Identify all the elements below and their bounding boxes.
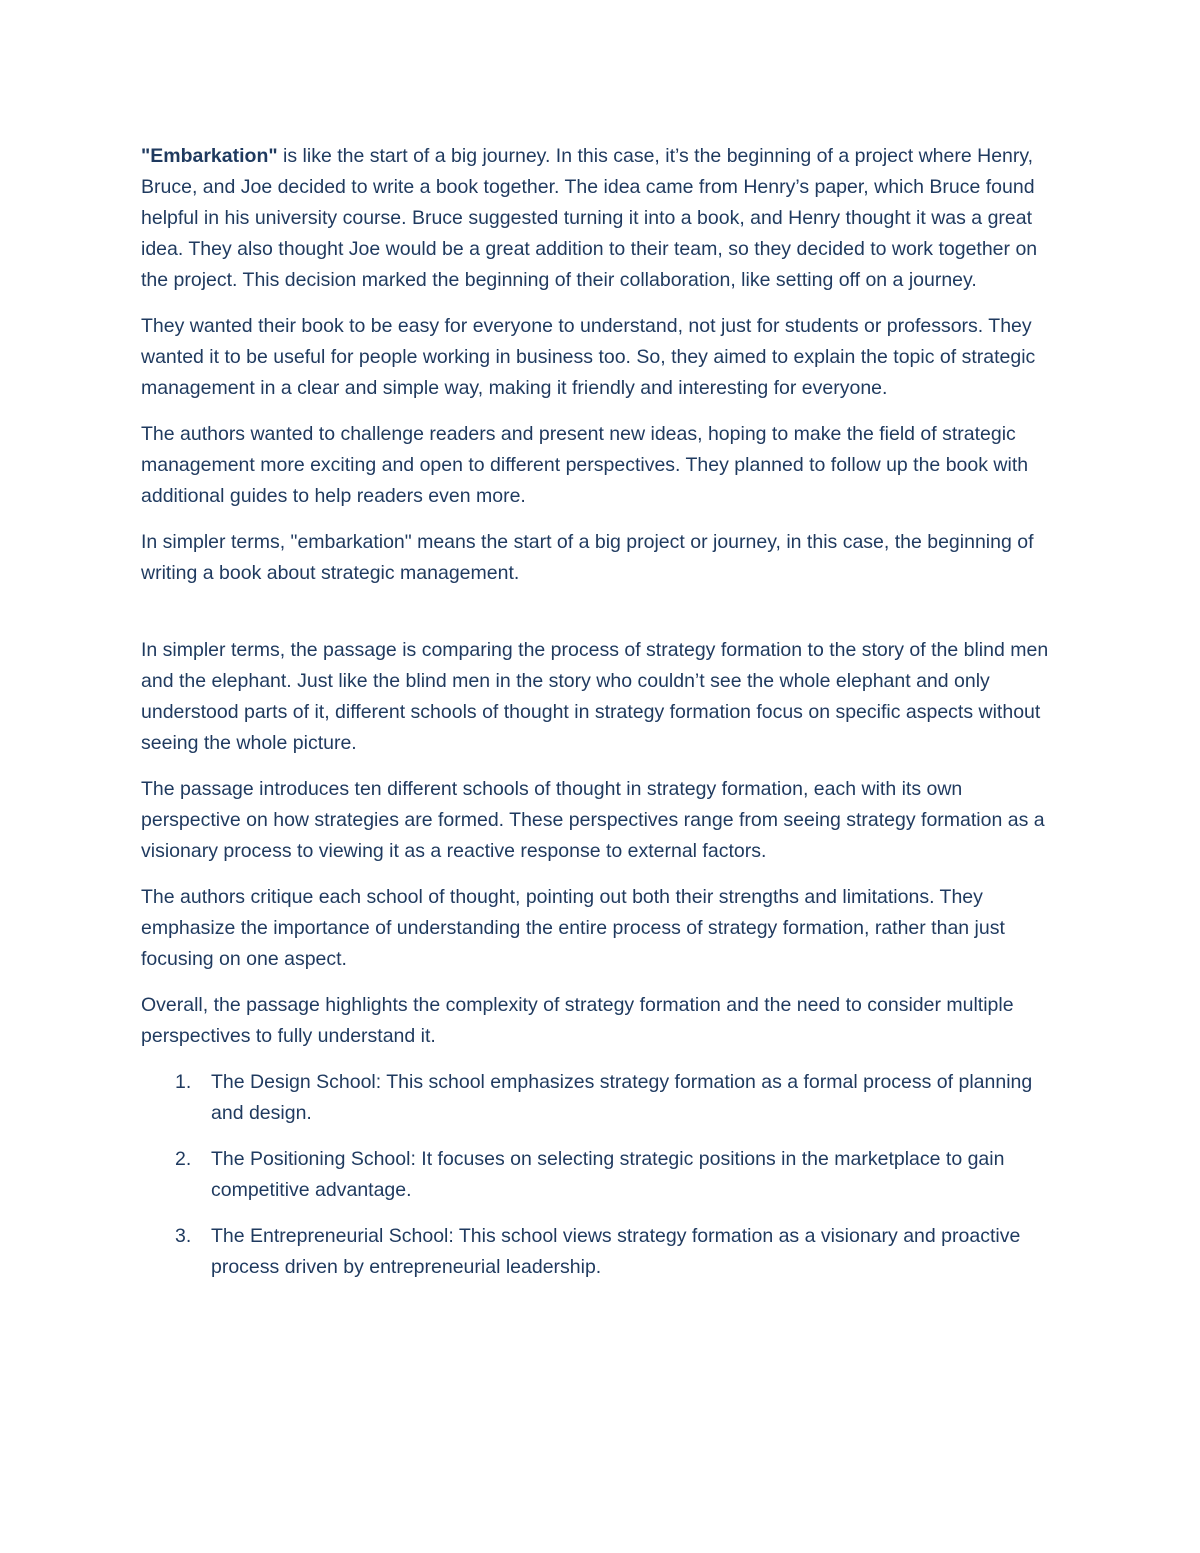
paragraph-blind-men-elephant: In simpler terms, the passage is comparing the process of strategy formation to the story of the blind men and the elephant. Just like the blind men in the story who couldn’t see the whole elephant and only understood parts of it, different schools of thought in strategy formation focus on specific aspects without seeing the whole picture. [141,639,1049,754]
list-number: 2. [175,1148,192,1170]
paragraph-embarkation-summary: In simpler terms, "embarkation" means the start of a big project or journey, in this case, the beginning of writing a book about strategic management. [141,531,1034,584]
list-item-text: The Design School: This school emphasizes strategy formation as a formal process of planning and design. [211,1071,1033,1124]
document-page [141,141,1061,1298]
paragraph-text: is like the start of a big journey. In this case, it’s the beginning of a project where Henry, Bruce, and Joe decided to write a book together. The idea came from Henry’s paper, which Bruce found helpful in his university course. Bruce suggested turning it into a book, and Henry thought it was a great idea. They also thought Joe would be a great addition to their team, so they decided to work together on the project. This decision marked the beginning of their collaboration, like setting off on a journey. [141,145,1038,291]
paragraph-challenge-readers: The authors wanted to challenge readers and present new ideas, hoping to make the field of strategic management more exciting and open to different perspectives. They planned to follow up the book with additional guides to help readers even more. [141,423,1029,507]
paragraph-critique: The authors critique each school of thought, pointing out both their strengths and limitations. They emphasize the importance of understanding the entire process of strategy formation, rather than just focusing on one aspect. [141,886,1005,970]
paragraph-audience: They wanted their book to be easy for everyone to understand, not just for students or professors. They wanted it to be useful for people working in business too. So, they aimed to explain the topic of strategic management in a clear and simple way, making it friendly and interesting for everyone. [141,315,1036,399]
schools-list [141,1067,1061,1283]
list-item-text: The Positioning School: It focuses on selecting strategic positions in the marketplace to gain competitive advantage. [211,1148,1005,1201]
paragraph-ten-schools: The passage introduces ten different schools of thought in strategy formation, each with its own perspective on how strategies are formed. These perspectives range from seeing strategy formation as a visionary process to viewing it as a reactive response to external factors. [141,778,1045,862]
paragraph-embarkation-intro [141,141,1061,296]
list-number: 3. [175,1225,192,1247]
term-embarkation: "Embarkation" [141,145,278,167]
list-item [141,1144,1061,1206]
list-number: 1. [175,1071,192,1093]
list-item [141,1067,1061,1129]
list-item [141,1221,1061,1283]
paragraph-overall: Overall, the passage highlights the complexity of strategy formation and the need to consider multiple perspectives to fully understand it. [141,994,1014,1047]
list-item-text: The Entrepreneurial School: This school views strategy formation as a visionary and proactive process driven by entrepreneurial leadership. [211,1225,1021,1278]
